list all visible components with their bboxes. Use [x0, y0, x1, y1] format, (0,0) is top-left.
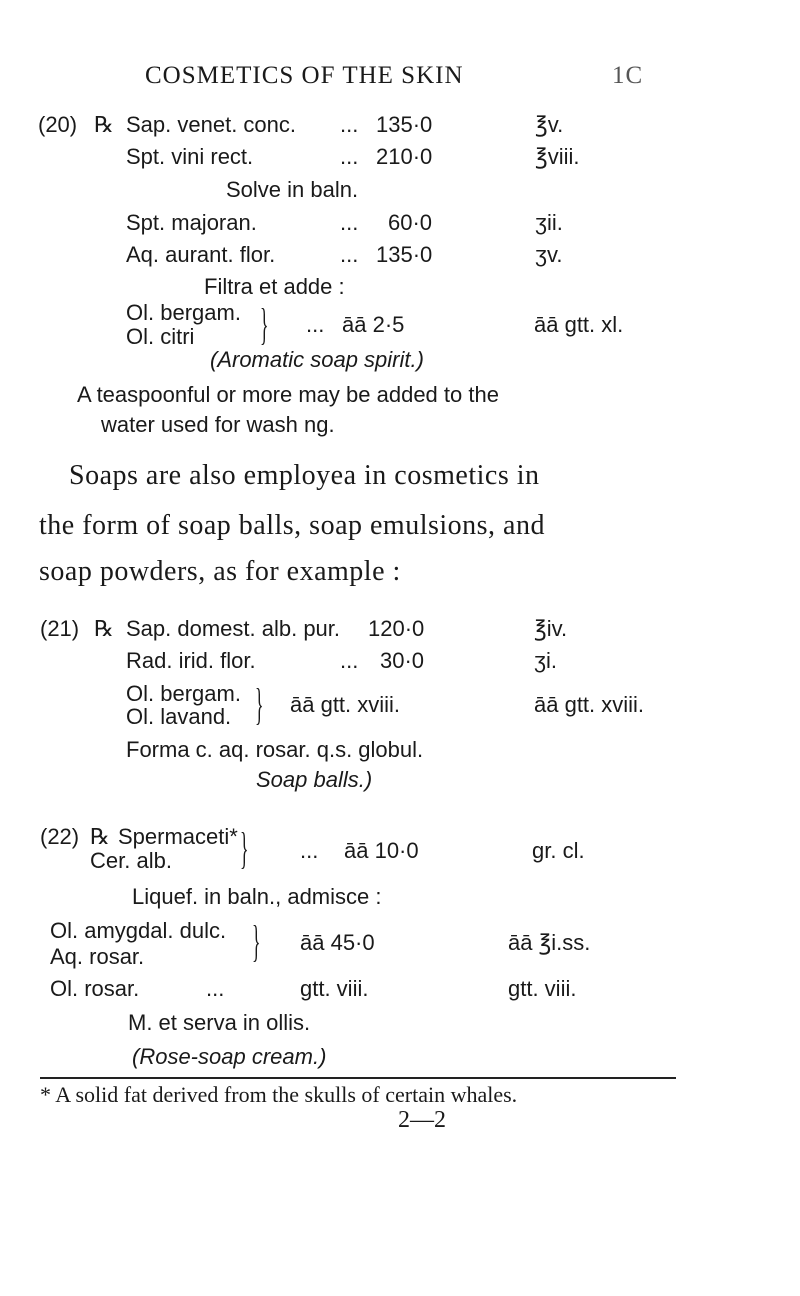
brace: }: [240, 824, 249, 873]
ingredient-name: Sap. venet. conc.: [126, 112, 296, 137]
brace: }: [255, 680, 264, 729]
paragraph-line: A teaspoonful or more may be added to the: [77, 382, 499, 407]
instruction: Solve in baln.: [226, 177, 359, 202]
footnote-rule: [40, 1077, 676, 1079]
instruction: Forma c. aq. rosar. q.s. globul.: [126, 737, 424, 762]
brace: }: [252, 917, 261, 966]
apothecary-amount: ℥viii.: [535, 144, 580, 169]
metric-amount: 60·0: [388, 210, 433, 235]
formula-number: (22): [40, 824, 80, 849]
apothecary-amount: ℥v.: [535, 112, 564, 137]
ingredient-name: Ol. bergam.: [126, 681, 241, 706]
metric-amount: gtt. viii.: [300, 976, 369, 1001]
formula-number: (20): [38, 112, 78, 137]
apothecary-amount: ℥iv.: [534, 616, 568, 641]
apothecary-amount: ʒi.: [534, 648, 557, 673]
paragraph-line: water used for wash ng.: [101, 412, 335, 437]
dots: ...: [300, 838, 319, 863]
apothecary-amount: āā gtt. xl.: [534, 312, 624, 337]
metric-amount: āā 2·5: [342, 312, 405, 337]
ingredient-name: Aq. aurant. flor.: [126, 242, 276, 267]
ingredient-name: Ol. bergam.: [126, 300, 241, 325]
metric-amount: 135·0: [376, 112, 433, 137]
dots: ...: [340, 210, 359, 235]
footnote: * A solid fat derived from the skulls of certain whales.: [40, 1082, 518, 1107]
formula-caption: (Rose-soap cream.): [132, 1044, 327, 1069]
ingredient-name: Spt. vini rect.: [126, 144, 254, 169]
instruction: Filtra et adde :: [204, 274, 345, 299]
dots: ...: [340, 144, 359, 169]
ingredient-name: Spermaceti*: [118, 824, 238, 849]
rx-symbol: ℞: [94, 616, 114, 641]
dots: ...: [340, 648, 359, 673]
metric-amount: 135·0: [376, 242, 433, 267]
instruction: M. et serva in ollis.: [128, 1010, 311, 1035]
rx-symbol: ℞: [94, 112, 114, 137]
ingredient-name: Ol. rosar.: [50, 976, 140, 1001]
paragraph-line: Soaps are also employea in cosmetics in: [69, 460, 540, 491]
metric-amount: āā 10·0: [344, 838, 419, 863]
dots: ...: [206, 976, 225, 1001]
formula-caption: (Aromatic soap spirit.): [210, 347, 424, 372]
apothecary-amount: ʒii.: [535, 210, 563, 235]
apothecary-amount: ʒv.: [535, 242, 563, 267]
page-number: 1C: [612, 62, 644, 89]
ingredient-name: Ol. citri: [126, 324, 195, 349]
apothecary-amount: gtt. viii.: [508, 976, 577, 1001]
paragraph-line: soap powders, as for example :: [39, 556, 401, 587]
dots: ...: [306, 312, 325, 337]
dots: ...: [340, 242, 359, 267]
metric-amount: āā gtt. xviii.: [290, 692, 401, 717]
signature-mark: 2—2: [398, 1107, 446, 1133]
ingredient-name: Sap. domest. alb. pur.: [126, 616, 341, 641]
ingredient-name: Cer. alb.: [90, 848, 172, 873]
apothecary-amount: āā gtt. xviii.: [534, 692, 645, 717]
ingredient-name: Ol. lavand.: [126, 704, 232, 729]
dots: ...: [340, 112, 359, 137]
metric-amount: āā 45·0: [300, 930, 375, 955]
metric-amount: 120·0: [368, 616, 425, 641]
brace: }: [260, 300, 269, 349]
ingredient-name: Aq. rosar.: [50, 944, 145, 969]
apothecary-amount: āā ℥i.ss.: [508, 930, 591, 955]
instruction: Liquef. in baln., admisce :: [132, 884, 382, 909]
running-title: COSMETICS OF THE SKIN: [145, 62, 464, 89]
paragraph-line: the form of soap balls, soap emulsions, and: [39, 510, 545, 541]
metric-amount: 210·0: [376, 144, 433, 169]
ingredient-name: Spt. majoran.: [126, 210, 257, 235]
metric-amount: 30·0: [380, 648, 425, 673]
apothecary-amount: gr. cl.: [532, 838, 585, 863]
ingredient-name: Rad. irid. flor.: [126, 648, 256, 673]
formula-caption: Soap balls.): [256, 767, 373, 792]
ingredient-name: Ol. amygdal. dulc.: [50, 918, 227, 943]
rx-symbol: ℞: [90, 824, 110, 849]
formula-number: (21): [40, 616, 80, 641]
